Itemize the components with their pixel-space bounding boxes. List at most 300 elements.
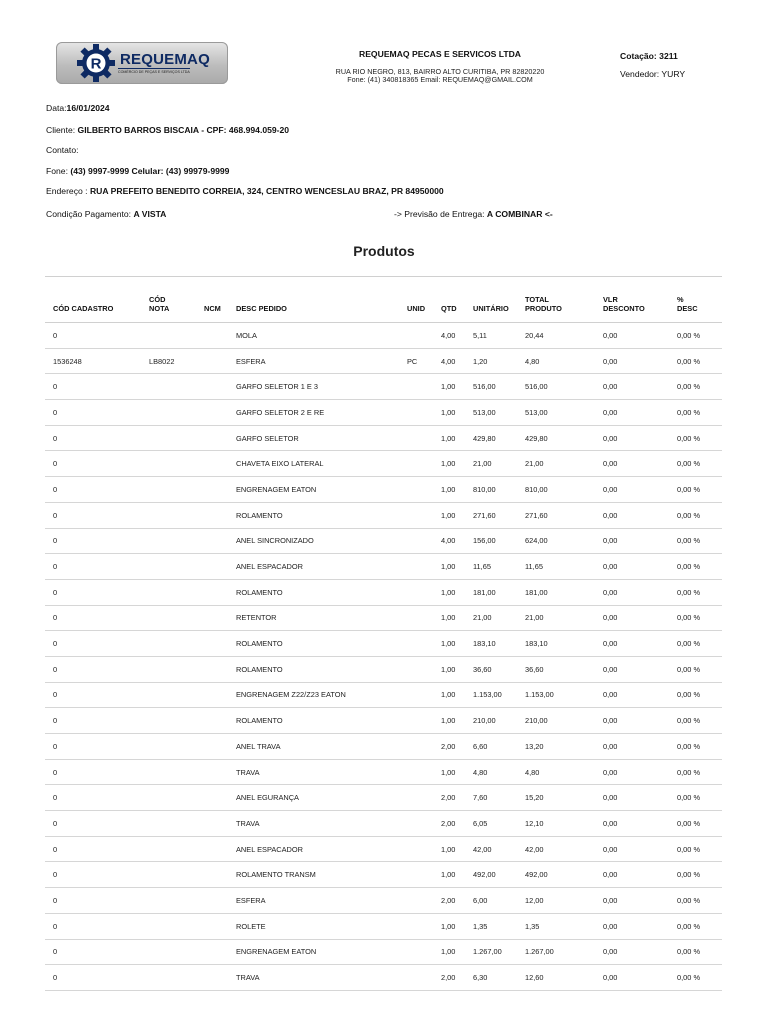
table-cell [407,682,441,708]
column-header-label: CÓD [149,295,166,304]
table-cell [149,631,204,657]
table-cell: 0 [45,811,149,837]
client-line [46,125,289,135]
table-cell: 2,00 [441,811,473,837]
table-cell [204,734,236,760]
table-cell: 0,00 % [677,374,722,400]
table-cell: 1,00 [441,477,473,503]
table-cell [407,579,441,605]
table-cell: GARFO SELETOR [236,425,407,451]
table-cell [407,734,441,760]
table-cell: 0,00 [603,374,677,400]
table-cell [204,579,236,605]
table-row [45,836,722,862]
company-name: REQUEMAQ PECAS E SERVICOS LTDA [358,49,522,59]
table-row [45,682,722,708]
table-cell [407,528,441,554]
table-cell: 0,00 % [677,913,722,939]
quote-number-label: Cotação: [620,51,657,61]
table-cell [149,939,204,965]
table-cell [204,374,236,400]
table-body [45,323,722,991]
seller-value: YURY [661,69,686,79]
table-cell [149,451,204,477]
table-row [45,656,722,682]
date-line [46,103,110,113]
table-cell: PC [407,348,441,374]
table-cell: 1,35 [473,913,525,939]
phone-label: Fone: [46,166,68,176]
company-contact: Fone: (41) 340818365 Email: REQUEMAQ@GMAIL.COM [347,75,533,84]
company-logo [56,42,228,84]
table-cell: 429,80 [525,425,603,451]
company-address: RUA RIO NEGRO, 813, BAIRRO ALTO CURITIBA, PR 82820220 [335,67,545,76]
table-cell: 21,00 [525,451,603,477]
table-cell [407,811,441,837]
table-cell: 0,00 % [677,939,722,965]
table-cell: 0,00 % [677,631,722,657]
table-cell: 0,00 [603,477,677,503]
table-cell: 0,00 [603,425,677,451]
svg-text:R: R [90,55,102,73]
table-cell: 0 [45,785,149,811]
table-cell: 1,00 [441,605,473,631]
seller-label: Vendedor: [620,69,660,79]
column-header-label: UNITÁRIO [473,304,509,313]
table-cell: 0,00 [603,888,677,914]
table-cell: 0,00 [603,502,677,528]
table-cell [407,708,441,734]
table-cell: 6,30 [473,965,525,991]
table-cell: 492,00 [525,862,603,888]
table-cell: 1,00 [441,836,473,862]
table-cell [407,888,441,914]
table-cell: 0,00 [603,682,677,708]
table-cell [204,862,236,888]
table-cell: 1,00 [441,502,473,528]
table-cell [407,656,441,682]
table-cell: 42,00 [525,836,603,862]
table-cell: ROLAMENTO [236,579,407,605]
table-row [45,323,722,349]
table-row [45,554,722,580]
table-cell: 21,00 [525,605,603,631]
table-cell: 1.267,00 [525,939,603,965]
table-cell [204,759,236,785]
table-cell: 36,60 [473,656,525,682]
table-cell: 2,00 [441,965,473,991]
table-cell: 183,10 [525,631,603,657]
table-cell: ANEL SINCRONIZADO [236,528,407,554]
table-cell: 15,20 [525,785,603,811]
table-cell [204,528,236,554]
table-row [45,400,722,426]
table-row [45,811,722,837]
table-cell: 0,00 % [677,477,722,503]
table-cell [149,965,204,991]
quote-number-value: 3211 [659,51,678,61]
table-cell: 0 [45,939,149,965]
table-cell [407,913,441,939]
table-cell: 12,60 [525,965,603,991]
table-cell: 1,00 [441,631,473,657]
column-header [603,277,677,323]
table-cell: 21,00 [473,451,525,477]
table-cell: 1,20 [473,348,525,374]
table-cell: 1,35 [525,913,603,939]
section-title: Produtos [353,243,415,259]
date-value: 16/01/2024 [66,103,110,113]
phone-value: (43) 9997-9999 Celular: (43) 99979-9999 [70,166,230,176]
table-cell: 0,00 [603,656,677,682]
table-row [45,451,722,477]
phone-line [46,166,229,176]
table-cell: 1.267,00 [473,939,525,965]
table-row [45,477,722,503]
table-row [45,528,722,554]
table-cell: 0 [45,323,149,349]
table-cell [204,554,236,580]
table-cell [407,425,441,451]
table-cell [149,708,204,734]
column-header [236,277,407,323]
table-cell: 0,00 [603,836,677,862]
table-row [45,502,722,528]
table-row [45,708,722,734]
table-cell: 11,65 [525,554,603,580]
column-header-label: QTD [441,304,457,313]
table-cell [149,374,204,400]
table-cell [204,631,236,657]
table-cell: 0,00 [603,579,677,605]
table-cell: 1,00 [441,939,473,965]
table-cell: LB8022 [149,348,204,374]
table-cell: ROLAMENTO TRANSM [236,862,407,888]
table-cell: 0,00 % [677,400,722,426]
table-cell [407,323,441,349]
table-cell: 0 [45,554,149,580]
table-cell: 0,00 [603,785,677,811]
table-row [45,965,722,991]
table-cell: ROLAMENTO [236,502,407,528]
column-header-label: % [677,295,684,304]
column-header-label: DESCONTO [603,304,645,313]
table-cell: 6,00 [473,888,525,914]
table-cell: 0,00 [603,862,677,888]
table-cell: ANEL ESPACADOR [236,554,407,580]
table-row [45,913,722,939]
table-cell: 0 [45,734,149,760]
table-cell: 0,00 % [677,425,722,451]
column-header-label: VLR [603,295,618,304]
column-header [149,277,204,323]
table-cell: 0 [45,888,149,914]
table-cell: 181,00 [473,579,525,605]
table-cell [204,323,236,349]
table-cell [204,708,236,734]
table-cell: 0,00 [603,631,677,657]
table-cell: 12,10 [525,811,603,837]
table-cell [407,836,441,862]
table-cell [407,554,441,580]
table-cell: 0 [45,425,149,451]
table-cell: 0,00 % [677,682,722,708]
table-cell: 1,00 [441,374,473,400]
table-cell: 0 [45,631,149,657]
table-cell: 36,60 [525,656,603,682]
table-cell: 0 [45,965,149,991]
table-cell: 1,00 [441,400,473,426]
table-cell [407,374,441,400]
table-cell: ENGRENAGEM Z22/Z23 EATON [236,682,407,708]
client-label: Cliente: [46,125,76,135]
table-cell: 1.153,00 [525,682,603,708]
table-cell: 21,00 [473,605,525,631]
table-cell: ANEL ESPACADOR [236,836,407,862]
table-cell: 0,00 % [677,785,722,811]
table-cell: 271,60 [473,502,525,528]
table-cell: 0,00 % [677,965,722,991]
contact-label: Contato: [46,145,79,155]
payment-value: A VISTA [133,209,167,219]
table-row [45,425,722,451]
table-cell [149,656,204,682]
client-value: GILBERTO BARROS BISCAIA - CPF: 468.994.059-20 [77,125,290,135]
table-cell [149,425,204,451]
table-cell: 4,00 [441,323,473,349]
table-cell: ESFERA [236,348,407,374]
table-cell: 1,00 [441,759,473,785]
table-cell [149,579,204,605]
table-cell: 0 [45,502,149,528]
table-cell: 1,00 [441,708,473,734]
address-label: Endereço : [46,186,88,196]
column-header-label: CÓD CADASTRO [53,304,114,313]
table-cell [204,348,236,374]
table-cell: 0,00 % [677,656,722,682]
table-cell: 0 [45,759,149,785]
table-cell [407,605,441,631]
logo-name: REQUEMAQ [120,51,210,68]
table-cell: 624,00 [525,528,603,554]
table-cell: 0 [45,605,149,631]
table-cell: 0 [45,836,149,862]
table-cell [149,682,204,708]
table-cell [149,400,204,426]
seller [620,69,685,79]
table-cell [407,400,441,426]
table-cell: 516,00 [473,374,525,400]
table-cell [407,785,441,811]
table-cell: 0,00 % [677,759,722,785]
table-cell: 0,00 % [677,605,722,631]
table-cell [204,477,236,503]
table-cell: ROLAMENTO [236,708,407,734]
table-row [45,374,722,400]
table-cell: 1,00 [441,425,473,451]
column-header [473,277,525,323]
table-cell: ENGRENAGEM EATON [236,939,407,965]
table-cell [204,425,236,451]
table-cell: TRAVA [236,811,407,837]
table-cell [407,759,441,785]
table-cell: 271,60 [525,502,603,528]
contact-line [46,145,79,155]
table-cell: ESFERA [236,888,407,914]
table-cell: 0,00 % [677,502,722,528]
table-cell [149,836,204,862]
table-cell [149,323,204,349]
table-cell: 0,00 [603,734,677,760]
table-cell: 1,00 [441,862,473,888]
table-cell: 0 [45,656,149,682]
table-cell: 0 [45,477,149,503]
table-cell: 0,00 [603,400,677,426]
quote-number [620,51,678,61]
column-header [677,277,722,323]
table-cell: 0,00 [603,451,677,477]
table-cell [204,682,236,708]
table-cell: 12,00 [525,888,603,914]
table-cell: 6,60 [473,734,525,760]
table-cell: 181,00 [525,579,603,605]
column-header-label: DESC PEDIDO [236,304,287,313]
table-cell [149,888,204,914]
table-cell: 0 [45,451,149,477]
table-cell: 0 [45,374,149,400]
table-cell: 7,60 [473,785,525,811]
table-cell [407,502,441,528]
table-cell: MOLA [236,323,407,349]
table-cell: CHAVETA EIXO LATERAL [236,451,407,477]
table-cell [204,913,236,939]
table-cell: TRAVA [236,965,407,991]
table-cell [407,631,441,657]
table-cell: 0 [45,682,149,708]
table-cell: 4,00 [441,348,473,374]
table-row [45,579,722,605]
table-cell [149,554,204,580]
table-cell [204,888,236,914]
table-cell [204,939,236,965]
column-header-label: NOTA [149,304,170,313]
table-cell [149,477,204,503]
table-cell: 810,00 [473,477,525,503]
column-header [525,277,603,323]
table-cell: 0,00 % [677,888,722,914]
table-cell: 0 [45,708,149,734]
delivery-label: -> Previsão de Entrega: [394,209,485,219]
table-cell: 183,10 [473,631,525,657]
delivery-line [394,209,553,219]
table-cell: 4,80 [525,759,603,785]
table-row [45,734,722,760]
table-header-row [45,277,722,323]
table-cell [149,502,204,528]
table-cell: 492,00 [473,862,525,888]
table-row [45,631,722,657]
table-cell: 513,00 [473,400,525,426]
products-table [45,276,722,991]
table-cell [407,451,441,477]
table-row [45,939,722,965]
table-cell: 1,00 [441,913,473,939]
table-cell [204,836,236,862]
table-cell: 1536248 [45,348,149,374]
table-cell: 0,00 [603,913,677,939]
table-cell: 2,00 [441,734,473,760]
table-cell [204,502,236,528]
table-cell: 2,00 [441,785,473,811]
table-cell: 13,20 [525,734,603,760]
company-address-block [300,68,580,84]
table-cell: GARFO SELETOR 2 E RE [236,400,407,426]
table-cell: 0 [45,400,149,426]
table-cell: 0,00 % [677,554,722,580]
table-cell: ROLAMENTO [236,656,407,682]
table-cell: 0 [45,862,149,888]
table-cell: 0,00 % [677,348,722,374]
table-row [45,348,722,374]
table-row [45,888,722,914]
table-cell [407,965,441,991]
table-cell: 4,80 [525,348,603,374]
table-cell: 5,11 [473,323,525,349]
table-cell: 0,00 [603,323,677,349]
table-cell: 0,00 % [677,451,722,477]
table-cell: ANEL TRAVA [236,734,407,760]
table-cell: 516,00 [525,374,603,400]
table-cell: 2,00 [441,888,473,914]
table-cell: 156,00 [473,528,525,554]
table-cell [149,759,204,785]
payment-line [46,209,166,219]
table-cell: 0,00 [603,939,677,965]
table-cell: 0,00 % [677,862,722,888]
table-cell [204,451,236,477]
table-cell: RETENTOR [236,605,407,631]
table-cell [204,605,236,631]
table-cell: 429,80 [473,425,525,451]
date-label: Data: [46,103,67,113]
table-cell: 0 [45,913,149,939]
column-header-label: PRODUTO [525,304,562,313]
table-cell: 4,00 [441,528,473,554]
table-row [45,785,722,811]
column-header [407,277,441,323]
table-cell: 0,00 [603,528,677,554]
table-cell: 20,44 [525,323,603,349]
column-header-label: TOTAL [525,295,549,304]
table-cell: 0,00 [603,759,677,785]
table-cell [149,734,204,760]
table-row [45,862,722,888]
table-cell: 0,00 % [677,528,722,554]
table-cell: ROLAMENTO [236,631,407,657]
table-cell: 810,00 [525,477,603,503]
table-cell: 0,00 % [677,579,722,605]
column-header-label: DESC [677,304,698,313]
column-header [45,277,149,323]
table-cell: 0,00 % [677,836,722,862]
gear-r-icon [76,43,116,83]
table-cell [204,785,236,811]
table-cell: 0,00 % [677,323,722,349]
table-cell [204,811,236,837]
table-cell: GARFO SELETOR 1 E 3 [236,374,407,400]
table-cell [204,400,236,426]
table-cell: ROLETE [236,913,407,939]
